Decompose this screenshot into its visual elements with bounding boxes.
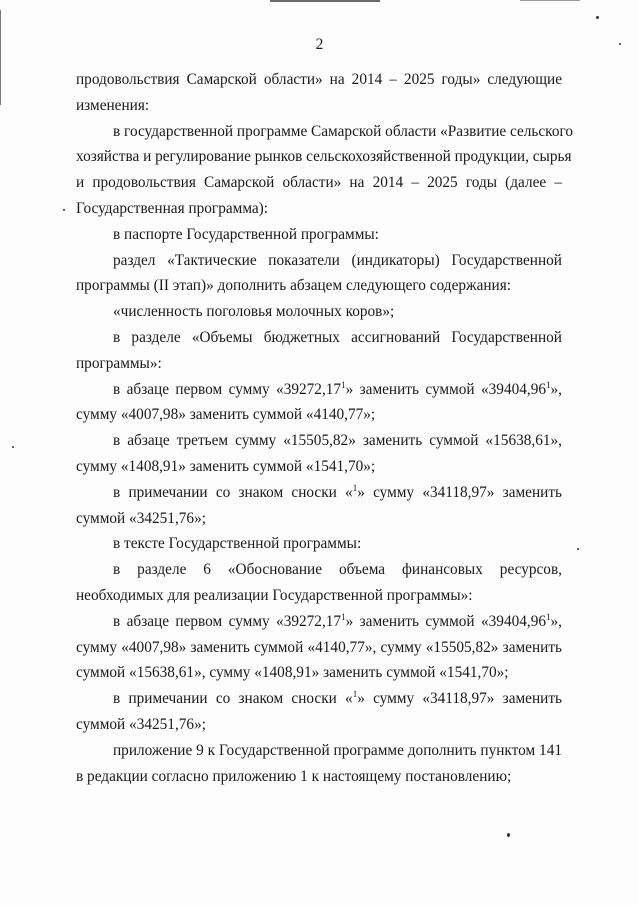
- scan-speck: [507, 833, 510, 837]
- text-line: необходимых для реализации Государственной программы»:: [76, 586, 473, 604]
- text-line: продовольствия Самарской области» на 2014 – 2025 годы» следующие: [76, 71, 562, 88]
- text-line: в редакции согласно приложению 1 к настоящему постановлению;: [76, 767, 512, 785]
- text-line: сумму «4007,98» заменить суммой «4140,77», сумму «15505,82» заменить: [76, 638, 562, 656]
- footnote-marker: 1: [352, 482, 358, 493]
- text-line: в паспорте Государственной программы:: [113, 225, 379, 243]
- paragraph: [76, 222, 562, 248]
- text-line: программы»:: [76, 354, 162, 372]
- text-segment: »,: [550, 612, 563, 630]
- text-line: сумму «4007,98» заменить суммой «4140,77»;: [76, 406, 376, 424]
- scan-speck: [596, 16, 599, 19]
- paragraph: [76, 738, 562, 790]
- text-segment: »,: [550, 380, 563, 398]
- paragraph: [76, 531, 562, 557]
- footnote-marker: 1: [341, 379, 346, 390]
- scan-edge-artifact: [270, 0, 380, 2]
- paragraph: [76, 299, 562, 325]
- text-line: программы (II этап)» дополнить абзацем следующего содержания:: [76, 277, 512, 295]
- text-line: хозяйства и регулирование рынков сельскохозяйственной продукции, сырья: [76, 148, 572, 166]
- footnote-marker: 1: [352, 689, 358, 700]
- text-line: суммой «34251,76»;: [76, 715, 206, 733]
- text-line: суммой «15638,61», сумму «1408,91» заменить суммой «1541,70»;: [76, 664, 509, 682]
- scan-speck: [63, 209, 65, 211]
- text-line: «численность поголовья молочных коров»;: [113, 303, 395, 321]
- text-segment: в примечании со знаком сноски «: [113, 483, 353, 501]
- paragraph: [76, 480, 562, 532]
- document-body: [76, 67, 574, 789]
- text-line: в абзаце третьем сумму «15505,82» заменить суммой «15638,61»,: [113, 432, 562, 450]
- text-line: [76, 686, 562, 712]
- paragraph: [76, 686, 562, 738]
- paragraph: [76, 557, 562, 609]
- paragraph: [76, 609, 562, 686]
- scan-speck: [577, 548, 579, 550]
- text-line: [76, 480, 562, 506]
- footnote-marker: 1: [546, 379, 551, 390]
- footnote-marker: 1: [341, 611, 346, 622]
- paragraph: [76, 119, 574, 222]
- text-line: изменения:: [76, 96, 150, 114]
- scan-edge-artifact: [0, 10, 1, 105]
- paragraph: [76, 248, 562, 300]
- text-line: в разделе 6 «Обоснование объема финансовых ресурсов,: [113, 561, 562, 579]
- paragraph: [76, 325, 562, 377]
- text-line: приложение 9 к Государственной программе дополнить пунктом 141: [113, 741, 562, 759]
- text-line: в разделе «Объемы бюджетных ассигнований Государственной: [113, 328, 562, 346]
- text-line: [76, 377, 562, 403]
- text-line: раздел «Тактические показатели (индикаторы) Государственной: [113, 251, 562, 269]
- text-line: сумму «1408,91» заменить суммой «1541,70»;: [76, 457, 376, 475]
- paragraph: [76, 67, 562, 119]
- footnote-marker: 1: [546, 611, 551, 622]
- text-segment: » сумму «34118,97» заменить: [357, 690, 562, 708]
- scan-speck: [12, 446, 14, 448]
- text-segment: » заменить суммой «39404,96: [345, 612, 547, 630]
- page-number: 2: [315, 36, 324, 53]
- text-line: Государственная программа):: [76, 199, 269, 217]
- text-line: [76, 609, 562, 635]
- text-segment: » заменить суммой «39404,96: [345, 380, 547, 398]
- text-segment: в абзаце первом сумму «39272,17: [113, 380, 342, 398]
- text-line: в государственной программе Самарской области «Развитие сельского: [113, 122, 574, 140]
- text-segment: в абзаце первом сумму «39272,17: [113, 612, 342, 630]
- text-line: и продовольствия Самарской области» на 2014 – 2025 годы (далее –: [76, 174, 562, 192]
- paragraph: [76, 428, 562, 480]
- scan-edge-artifact: [520, 0, 580, 1]
- text-segment: в примечании со знаком сноски «: [113, 690, 353, 708]
- text-segment: » сумму «34118,97» заменить: [357, 483, 562, 501]
- paragraph: [76, 377, 562, 429]
- text-line: в тексте Государственной программы:: [113, 535, 362, 553]
- text-line: суммой «34251,76»;: [76, 509, 206, 527]
